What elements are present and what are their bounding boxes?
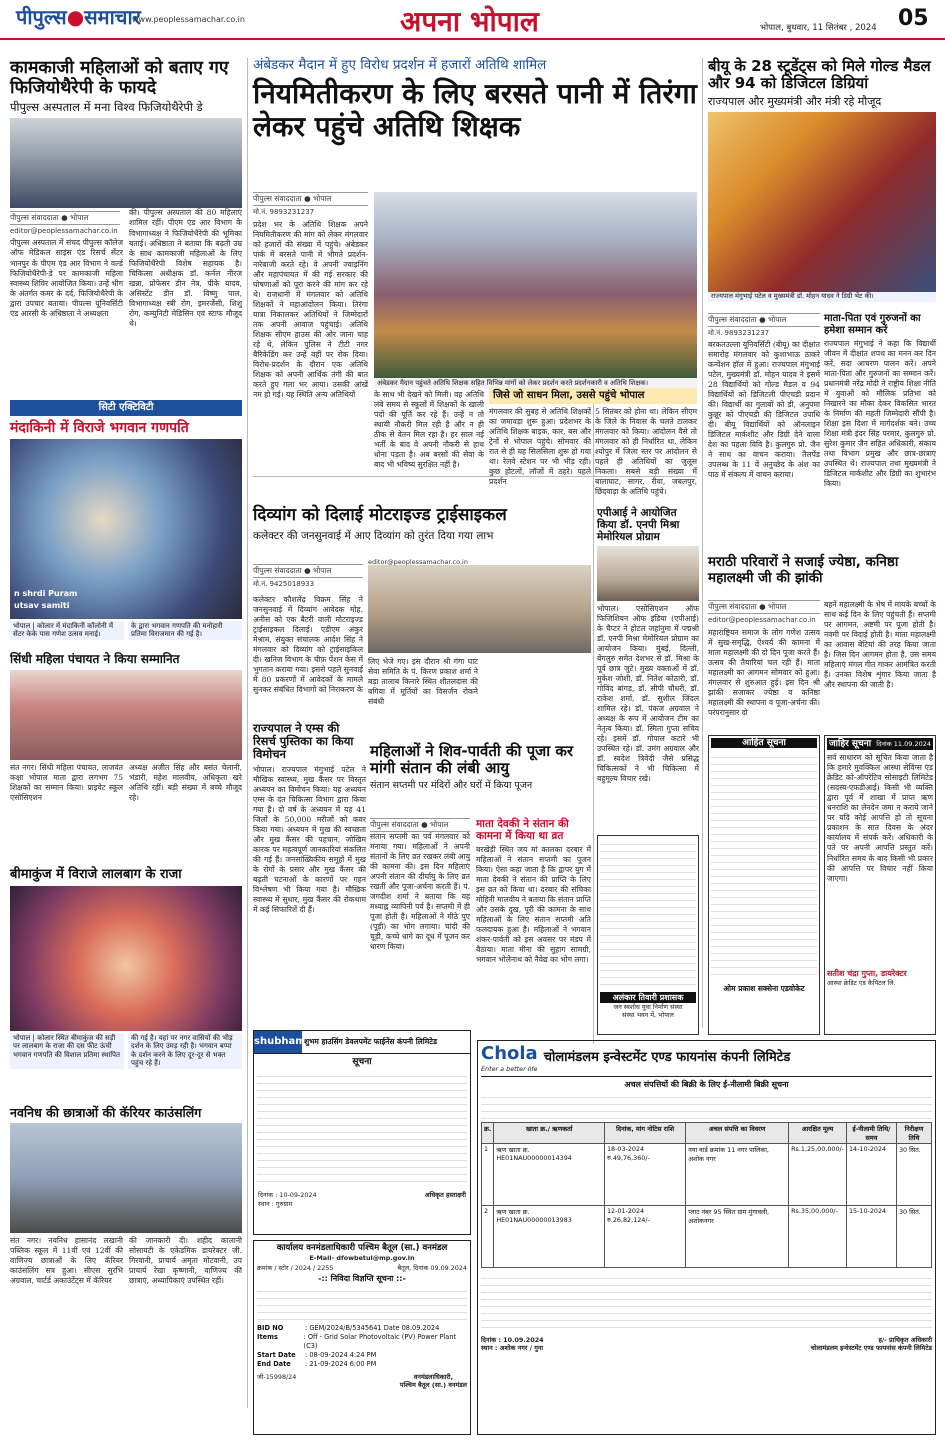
ad-title: चोलामंडलम इन्वेस्टमेंट एण्ड फायनांस कंपनी लिमिटेड [543,1049,791,1065]
table-cell: नया वार्ड क्रमांक 11 नगर पालिका, अशोक नगर [686,1144,789,1206]
notice-signature: सतीश चंद्रा गुप्ता, डायरेक्टर [827,969,907,979]
divyang-col2: लिए भेजे गए। इस दौरान श्री गंगा घाट सेवा समिति के पं. किरण प्रकाश शर्मा ने बड़ा तालाब किनारे स्थित शीतलदास की बगिया में मूर्तियों का विसर्जन रोकने संबंधी [368,657,478,707]
table-cell: 2 [482,1206,494,1268]
ad-signer2: पश्चिम बैतूल (सा.) वनमंडल [399,1380,467,1389]
kicker: अंबेडकर मैदान में हुए विरोध प्रदर्शन में हजारों अतिथि शामिल [253,57,547,73]
column-rule [593,404,594,1044]
lead-byline-block [253,192,368,217]
story-api [597,507,699,794]
ad-signer: अधिकृत हस्ताक्षरी [424,1191,466,1200]
photo-protest [374,192,697,378]
story-mata [476,818,591,1013]
phone: मो.नं. 9893231237 [708,329,770,337]
ad-ref: क्रमांक / स्टोर / 2024 / 2255 [257,1263,334,1272]
story-shiv [370,743,591,791]
ad-notice: सूचना [352,1057,372,1067]
byline: पीपुल्स संवाददाता ● भोपाल [708,600,820,614]
caption: भोपाल | कोलार स्थित बीमाकुंज की सड़ी पर लालबाग के राजा की दस फीट ऊंची भगवान गणपति की विशाल प्रतिमा स्थापित [10,1033,124,1069]
tender-key: Items [257,1333,278,1342]
headline: सिंधी महिला पंचायत ने किया सम्मानित [10,652,180,666]
email: editor@peoplessamachar.co.in [708,616,816,624]
ad-signer: ह/- प्राधिकृत अधिकारी [878,1336,932,1345]
story-physio [10,58,242,348]
ad-signer2: चोलामंडलम इन्वेस्टमेंट एण्ड फायनांस कंपनी लिमिटेड [810,1344,932,1353]
table-header: अचल संपत्ति का विवरण [686,1123,789,1144]
table-cell: 30 सितं. [896,1144,931,1206]
ad-text [481,1272,932,1332]
marathi-byline-block [708,600,820,624]
body-col1: संत नगर। नवनिध हासानंद लखानी पब्लिक स्कूल में 11वीं एवं 12वीं की वाणिज्य छात्राओं के लिए कॅरियर काउंसलिंग सत्र हुआ। सीएस सुरभि अग्रवाल, चार्टर्ड अकाउंटेंट्स में कॅरियर [10,1236,123,1286]
table-cell: 18-03-2024 रु.49,76,360/- [604,1144,685,1206]
shiv-body: संतान सप्तमी का पर्व मंगलवार को मनाया गया। महिलाओं ने अपनी संतानों के लिए व्रत रखकर लंबी आयु की कामना की। इस दिन महिलाएं अपनी संतान की दीर्घायु के लिए व्रत रखतीं और पूजा-अर्चना करती हैं। पं. जगदीश शर्मा ने बताया कि यह मध्याह्न व्यापिनी पर्व है। सप्तमी में ही पूजा होती है। महिलाओं ने मीठे पुए (पूड़ी) का भोग लगाया। चांदी की चूड़ी, कच्चे धागे का दूध में पूजन कर धारण किया। [370,832,470,952]
table-cell: ऋण खाता क्र. HE01NAU00000014394 [494,1144,605,1206]
table-header: क्र. [482,1123,494,1144]
lead-col1: प्रदेश भर के अतिथि शिक्षक अपने नियमितीकरण की मांग को लेकर मंगलवार को हजारों की संख्या में पहुंचे। अंबेडकर पार्क में बरसते पानी में भीगते प्रदर्शन-नारेबाजी करते रहे। वे अपनी ज्वाइनिंग और महापंचायत में की गई सरकार की घोषणाओं को पूरा करने की मांग कर रहे थे। राजधानी में मंगलवार को अतिथि शिक्षकों ने महाआंदोलन किया। तिरंगा यात्रा निकालकर अतिथियों ने जिम्मेदारों तक अपनी आवाज पहुंचाई। अतिथि शिक्षक सीएम हाउस की ओर जाना चाह रहे थे, लेकिन पुलिस ने टीटी नगर बैरिकेडिंग कर उन्हें वहीं पर रोक दिया। विरोध-प्रदर्शन के दौरान एक अतिथि शिक्षक को अपनी आर्थिक तंगी की बात करते हुए गला भर आया। उसकी आंखें नम हो गई। यह स्थिति अन्य अतिथियों [253,220,368,400]
tender-key: Start Date [257,1351,296,1359]
story-bu [708,58,936,302]
story-lead [253,58,697,143]
tender-value: : 21-09-2024 6:00 PM [305,1359,377,1368]
ad-date: दिनांक : 10-09-2024 [258,1191,317,1200]
table-cell: 15-10-2024 [846,1206,896,1268]
story-navnidh [10,1106,242,1316]
byline: पीपुल्स संवाददाता ● भोपाल [10,211,120,225]
headline: नवनिध की छात्राओं की कॅरियर काउंसलिंग [10,1105,202,1120]
subhead: संतान सप्तमी पर मंदिरों और घरों में किया पूजन [370,779,533,791]
website: www.peoplessamachar.co.in [132,15,245,24]
notice-jahir [824,735,936,1035]
ad-text [257,1070,467,1188]
notice-aahit [708,735,820,1035]
body: भोपाल। एसोसिएशन ऑफ फिजिशियन ऑफ इंडिया (एपीआई) के चैप्टर ने होटल जहांनुमा में पद्मश्री डॉ. एनपी मिश्रा मेमोरियल प्रोग्राम का आयोजन किया। मुंबई, दिल्ली, बेंगलुरु समेत देशभर से डॉ. मिश्रा के पूर्व छात्र जुटे। मुख्य वक्ताओं में डॉ. मुकेश जोशी, डॉ. नितेश कोठारी, डॉ. गोविंद बांगड़, डॉ. सीपी चौधरी, डॉ. राकेश शर्मा, डॉ. सुशील जिंदल शामिल रहे। डॉ. पंकज अग्रवाल ने अध्यक्ष के रूप में आयोजन टीम का नेतृत्व किया। डॉ. स्मिता गुप्ता सचिव रहे। इसमें डॉ. गोपाल कटारे भी उपस्थित रहे। डॉ. उमंग अग्रवाल और डॉ. स्वदेश त्रिवेदी जैसे प्रसिद्ध चिकित्सकों ने भी चिकित्सा में बहुमूल्य विचार रखे। [597,604,699,784]
tender-row [257,1333,467,1351]
photo-caption: अंबेडकर मैदान पहुंचते अतिथि शिक्षक सहित विभिन्न मांगों को लेकर प्रदर्शन करते प्रदर्शनकारी व अतिथि शिक्षक। [374,378,697,388]
column-rule [247,58,248,1408]
shubham-logo: shubham [254,1031,302,1053]
notice-body: सर्व साधारण को सूचित किया जाता है कि हमारे मुवक्किल आस्था सेविंग्स एंड क्रेडिट को-ऑपरेटिव सोसाइटी लिमिटेड (सदस्य-एफडीआई) किसी भी व्यक्ति द्वारा पूर्व में शाखा में प्राप्त ऋण धनराशि का लेनदेन जमा न कराये जाने पर यदि कोई आपत्ति हो तो सूचना प्रकाशन के सात दिवस के अंदर कार्यालय में संपर्क करें। अधिकारी के पते पर अपनी आपत्ति प्रस्तुत करें। निर्धारित समय के बाद किसी भी प्रकार की आपत्ति पर विचार नहीं किया जाएगा। [827,753,933,883]
story-lalbaug [10,868,242,1069]
email: editor@peoplessamachar.co.in [10,227,118,236]
body-col1: मंगलवार की सुबह से अतिथि शिक्षकों का जमावड़ा शुरू हुआ। प्रदेशभर के अतिथि शिक्षक बाइक, कार, बस और ट्रेनों से भोपाल पहुंचे। सोमवार की रात से ही यह सिलसिला शुरू हो गया था। रेलवे स्टेशन पर भी भीड़ रही। कुछ होटलों, लॉजों में ठहरे। पहले प्रदर्शन [489,406,591,486]
photo-api [597,546,699,601]
story-ganpati [10,420,242,640]
chola-tagline: Enter a better life [481,1064,538,1073]
headline: माता देवकी ने संतान की कामना में किया था व्रत [476,818,569,843]
tender-row [257,1324,467,1333]
body-col2: की जानकारी दी। शहीद कालानी सोसायटी के एकेडमिक डायरेक्टर जी. गिरवानी, प्राचार्य अमृता मोटवानी, उप प्राचार्य रेखा कृष्णानी, वाणिज्य की छात्राएं, अध्यापिकाएं उपस्थित रहीं। [129,1236,242,1286]
subhead: राज्यपाल और मुख्यमंत्री और मंत्री रहे मौजूद [708,94,882,108]
paper-name: पीपुल्स●समाचार [16,5,141,29]
table-header: आरक्षित मूल्य [789,1123,847,1144]
bu-byline-block [708,313,820,338]
byline: पीपुल्स संवाददाता ● भोपाल [708,313,820,327]
photo-caption: राज्यपाल मंगुभाई पटेल व मुख्यमंत्री डॉ. मोहन यादव ने डिग्री भेंट की। [708,292,936,302]
photo-navnidh [10,1123,242,1233]
table-header: खाता क्र./ ऋणकर्ता [494,1123,605,1144]
notice-sub2: संस्था भवन में, भोपाल [622,1011,674,1020]
phone: मो.नं. 9425018933 [253,580,315,588]
notice-title: जाहिर सूचना [829,739,872,749]
photo-tricycle [368,565,591,653]
photo-text: n shrdi Puram [14,589,78,599]
headline: बीयू के 28 स्टूडेंट्स को मिले गोल्ड मैडल और 94 को डिजिटल डिग्रियां [708,57,931,93]
table-cell: 14-10-2024 [846,1144,896,1206]
notice-signature-sub: आस्था क्रेडिट एंड कैपिटल लि. [827,978,896,987]
body-col1: पीपुल्स अस्पताल में संचद पीपुल्स कॉलेज ऑफ मेडिकल साइंस एंड रिसर्च सेंटर भानपुर के पीएम एंड आर विभाग ने वर्ल्ड फिजियोथैरेपी-डे पर कामकाजी महिला स्वास्थ्य शिविर आयोजित किया। उन्हें भीग के अंतर्गत कमर के दर्द, फिजियोथैरेपी के द्वारा उपचार बताया। पीपल्स यूनिवर्सिटी एंड आरसी के अधिष्ठाता ने अध्यक्षता [10,238,123,318]
byline: पीपुल्स संवाददाता ● भोपाल [253,564,363,578]
photo-ganpati [10,439,242,619]
notice-title: -:: निविदा विज्ञप्ति सूचना ::- [318,1274,406,1284]
table-header: निरीक्षण तिथि [896,1123,931,1144]
ad-date: बैतूल, दिनांक 09.09.2024 [397,1263,467,1272]
headline: राज्यपाल ने एम्स की रिसर्च पुस्तिका का किया विमोचन [253,721,354,762]
notice-text [711,751,817,981]
headline: कामकाजी महिलाओं को बताए गए फिजियोथैरेपी के फायदे [10,58,229,99]
bu-body: बरकतउल्ला यूनिवर्सिटी (बीयू) का दीक्षांत समारोह मंगलवार को कुशाभाऊ ठाकरे कन्वेंशन हॉल में हुआ। राज्यपाल मंगुभाई पटेल, मुख्यमंत्री डॉ. मोहन यादव ने इसमें 28 विद्यार्थियों को गोल्ड मैडल व 94 विद्यार्थियों को डिजिटली पीएचडी प्रदान की। विद्यार्थी का गुलाबों को डी, अनुपमा कुन्नूर को पीएचडी की डिजिटल उपाधि दी। बीयू विद्यार्थियों को ऑनलाइन डिजिटल मार्कशीट और डिग्री देने वाला देश का पहला विवि है। कुलगुरु प्रो. जैन ने साथ का वाचन कराया। तैलपेंड उपलब्ध के 11 वें अनुच्छेद के अंश का पाठ में संकल्प में वाचन कराया। [708,340,820,480]
city-activity-label: सिटी एक्टिविटी [10,400,242,416]
headline: दिव्यांग को दिलाई मोटराइज्ड ट्राईसाइकल [253,505,507,525]
divyang-col1: कलेक्टर कौशलेंद्र विक्रम सिंह ने जनसुनवाई में दिव्यांग आवेदक मोह. अनीस को एक बैटरी वाली मोटराइज्ड ट्राईसाइकल दिलाई। एडीएम अंकुर मेश्राम, संयुक्त संचालक आर्दश सिंह ने मंगलवार को दिव्यांग को ट्राईसाइकिल दी। खनिज विभाग के चीफ़ पेंशन केस में भुगतान कराया गया। इससे पहले सुनवाई में 80 प्रकरणों में आवेदकों के मामले सुनकर संबंधित विभागों को निराकरण के [253,595,363,695]
dateline: भोपाल, बुधवार, 11 सितंबर , 2024 [760,23,877,33]
ad-title: कार्यालय वनमंडलाधिकारी पश्चिम बैतूल (सा.) वनमंडल [276,1243,448,1253]
tender-key: BID NO [257,1324,284,1333]
ad-date: दिनांक : 10.09.2024 [481,1336,544,1345]
photo-lalbaug [10,886,242,1031]
bu-side [824,313,936,549]
headline: माता-पिता एवं गुरुजनों का हमेशा सम्मान करें [824,313,921,336]
table-cell: Rs.35,00,000/- [789,1206,847,1268]
body: बरखेड़ी स्थित जय मां कालका दरबार में महिलाओं ने संतान सप्तमी का पूजन किया। ऐसा कहा जाता है कि द्वापर युग में माता देवकी ने संतान की प्राप्ति के लिए इस व्रत को किया था। दरबार की संचिका मोहिनी मालवीय ने बताया कि संतान प्राप्ति और उसके दुख, पूरी की कामना के साथ महिलाओं के लिए संतान सप्तमी अति फलदायक हुआ है। महिलाओं ने भगवान शंकर-पार्वती को इस अवसर पर मंडप में बैठाया। माता मीना की सुहाग सामग्री, भगवान भोलेनाथ को नैवेद्य का भोग लगा। [476,845,591,965]
marathi-col2: बहनें महालक्ष्मी के भेष में मायके बच्चों के साथ कई दिन के लिए पहुंचती हैं। सप्तमी पर आगमन, अष्टमी पर पूजा होती है। नवमी पर विदाई होती है। माता महालक्ष्मी का आवास बेटियां की तरह किया जाता है। जिस दिन आगमन होता है, उस समय महिलाएं मंगल गीत गाकर आमंत्रित करती हैं। उनका विशेष शृंगार किया जाता है और स्थापना की जाती है। [824,600,936,690]
table-cell: 1 [482,1144,494,1206]
table-header: दिनांक, मांग नोटिस राशि [604,1123,685,1144]
table-row [482,1144,932,1206]
notice-signature: ओम प्रकाश सक्सेना एडवोकेट [723,984,805,994]
table-header: ई-नीलामी तिथि/समय [846,1123,896,1144]
body-col1: संत नगर। सिंधी महिला पंचायत, लाजवंत कक्षा भोपाल माता द्वारा लगभग 75 शिक्षकों का सम्मान किया। प्राइवेट स्कूल एसोसिएशन [10,762,123,802]
caption: भोपाल | कोलार में मंदाकिनी कॉलोनी में सेंटर केके पास गणेश उत्सव मनाई। [10,621,124,640]
tender-row [257,1351,467,1360]
headline: मंदाकिनी में विराजे भगवान गणपति [10,420,189,436]
section-title: अपना भोपाल [400,5,539,38]
ad-tender [253,1240,471,1435]
caption: के द्वारा भगवान गणपति की मनोहारी प्रतिमा विराजमान की गई है। [128,621,242,640]
photo-text: utsav samiti [14,601,70,611]
page-number: 05 [898,6,929,31]
story-divyang [253,506,591,542]
ad-chola [477,1040,936,1435]
tender-key: End Date [257,1359,291,1368]
tender-value: : GEM/2024/B/5345641 Date 08.09.2024 [305,1324,440,1333]
subhead: कलेक्टर की जनसुनवाई में आए दिव्यांग को तुरंत दिया गया लाभ [253,529,494,542]
photo-physio [10,118,242,208]
ad-title: शुभम हाउसिंग डेवलपमेंट फाईनेंस कंपनी लिमिटेड [304,1036,437,1046]
ad-text [257,1285,467,1321]
byline: पीपुल्स संवाददाता ● भोपाल [370,818,470,832]
body: भोपाल। राज्यपाल मंगुभाई पटेल ने मौखिक स्वास्थ्य, मुख कैंसर पर विस्तृत अध्ययन का विमोचन किया। यह अध्ययन एम्स के दंत चिकित्सा विभाग द्वारा किया गया है। दो वर्ष के अध्ययन में यह 41 जिलों के 50,000 मरीजों को कवर किया गया। अध्ययन में मुख की स्वच्छता और मुख कैंसर की पहचान, जोखिम कारक पर महत्वपूर्ण जानकारियां संकलित की गई हैं। जनसांख्यिकीय समूहों में मुख के रोगों के प्रसार और मुख कैंसर की बढ़ती घटनाओं के कारणों पर गहन विश्लेषण भी किया गया है। मौखिक स्वास्थ्य में सुधार, मुख कैंसर की रोकथाम में कई सिफारिशें दी हैं। [253,764,366,914]
marathi-col1: महाराष्ट्रियन समाज के लोग गणेश उत्सव में सुख-समृद्धि, ऐश्वर्य की कामना में माता महालक्ष्मी की दो दिन पूजा करते हैं। उत्सव की तैयारियां चल रही हैं। माता महालक्ष्मी का आगमन सोमवार को हुआ। मंगलवार से शुरुआत हुई। इस दिन श्री झांकी सजाकर ज्येष्ठा व कनिष्ठा महालक्ष्मी की स्थापना व पूजा-अर्चना की। परंपरानुसार दो [708,628,820,718]
phone: मो.नं. 9893231237 [253,208,315,216]
body: राज्यपाल मंगुभाई ने कहा कि विद्यार्थी जीवन में दीक्षांत शपथ का मनन कर दिन करें, सदा आचरण पालन करें। अपने माता-पिता और गुरुजनों का सम्मान करें। प्रधानमंत्री नरेंद्र मोदी ने राष्ट्रीय शिक्षा नीति में युवाओं को मौलिक प्रतिभा को निखारने का मौका देकर विकसित भारत के निर्माण की महती जिम्मेदारी सौंपी है। शिक्षा इस दिशा में मार्गदर्शक बने। उच्च शिक्षा मंत्री इंदर सिंह परमार, कुलगुरु प्रो. सुरेश कुमार जैन सहित अधिकारी, संकाय तथा विभाग प्रमुख और छात्र-छात्राएं उपस्थित थे। राज्यपाल तथा मुख्यमंत्री ने डिजिटल मार्कशीट और डिग्री का शुभारंभ किया। [824,339,936,489]
notice-title: अलंकार तिवारी प्रशासक [600,992,696,1003]
notice-sub: जन स्वशोध युवा निर्माण संस्था [613,1003,683,1012]
body-col2: की। पीपुल्स अस्पताल की 80 महिलाएं शामिल रहीं। पीएम एंड आर विभाग के विभागाध्यक्ष ने फिजियोथैरेपी की भूमिका बताई। अधिष्ठाता ने बताया कि बढ़ती उम्र के साथ कामकाजी महिलाओं के लिए फिजियोथैरेपी विशेष सहायक है। चिकित्सा अधीक्षक डॉ. कर्नल नीरज खन्ना, प्रोफेसर डीन नेत्र, पीके यादव, असिस्टेंट डीन डॉ. विष्णु पाल, विभागाध्यक्ष स्त्री रोग, इमरजेंसी, शिशु रोग, कम्युनिटी मेडिसिन एवं स्टाफ मौजूद थे। [129,208,242,328]
ad-signer: वनमंडलाधिकारी, [413,1372,454,1381]
chola-table [481,1122,932,1268]
email: editor@peoplessamachar.co.in [368,558,468,566]
ad-ro: जी-15998/24 [257,1372,297,1381]
lead-col2: के साथ भी देखने को मिली। वह अतिथि लंबे समय से स्कूलों में शिक्षकों के खाली पदों की पूर्ति कर रहे हैं। उन्हें न तो स्थायी नौकरी मिल रही है और न ही ठीक से वेतन मिल रहा है। हर साल नई भर्ती के बाद वे अपनी नौकरी से हाथ धोना पड़ता है। अब बरसों की सेवा के बाद भी भविष्य सुरक्षित नहीं है। [374,390,484,470]
headline: एपीआई ने आयोजित किया डॉ. एनपी मिश्रा मेमोरियल प्रोग्राम [597,507,680,544]
tender-value: : Off - Grid Solar Photovoltaic (PV) Power Plant (C3) [303,1333,457,1351]
chola-logo: Chola [481,1043,538,1064]
tender-row [257,1360,467,1369]
divyang-byline-block [253,564,363,589]
masthead [0,0,945,40]
ad-place: स्थान : गुरुग्राम [258,1199,293,1208]
photo-bu [708,112,936,292]
table-cell: प्लाट नंबर 95 स्थित ग्राम मुंगावली, अशोकनगर [686,1206,789,1268]
notice-text [600,838,696,988]
column-rule [702,58,703,1028]
tender-details [257,1324,467,1368]
photo-sindhi [10,670,242,760]
subhead: पीपुल्स अस्पताल में मना विश्व फिजियोथैरेपी डे [10,100,203,115]
ad-email: E-Mail- dfowbetul@mp.gov.in [309,1253,415,1262]
ad-place: स्थान : अशोक नगर / गुना [481,1344,544,1353]
section-title: अचल संपत्तियों की बिक्री के लिए ई-नीलामी बिक्री सूचना [624,1079,789,1089]
caption: की गई है। यहां पर नगर वासियों की भीड़ दर्शन के लिए उमड़ रही है। भगवान बप्पा के दर्शन करने के लिए दूर-दूर से भक्त पहुंच रहे हैं। [128,1033,242,1069]
body-col2: अध्यक्ष अजीत सिंह और बसंत चेलानी, भंडारी, महेश मालवीय, अधिकृता खरे अतिथि रहीं। बड़ी संख्या में बच्चे मौजूद रहे। [129,762,242,802]
table-cell: ऋण खाता क्र. HE01NAU00000013983 [494,1206,605,1268]
headline: नियमितीकरण के लिए बरसते पानी में तिरंगा लेकर पहुंचे अतिथि शिक्षक [253,76,697,143]
section-rule [253,476,697,477]
table-row [482,1206,932,1268]
table-cell: 30 सितं. [896,1206,931,1268]
tender-value: : 08-09-2024 4:24 PM [305,1351,377,1359]
story-sindhi [10,653,242,815]
ad-shubham [253,1030,471,1235]
story-research [253,722,366,945]
body-col2: 5 सितंबर को होना था। लेकिन सीएम के जिले के निवास के चलते टालकर मंगलवार को किया। आंदोलन वैसे तो मंगलवार को ही निर्धारित था, लेकिन श्योपुर में जिला स्तर पर आंदोलन से पहले ही अतिथियों का जुलूस निकला। सबसे बड़ी संख्या में बालाघाट, सागर, रीवा, जबलपुर, छिंदवाड़ा के अतिथि पहुंचे। [595,406,697,496]
side-story [489,388,697,496]
table-cell: 12-01-2024 रु.26,82,124/- [604,1206,685,1268]
story-marathi [708,555,936,586]
headline: बीमाकुंज में विराजे लालबाग के राजा [10,867,182,882]
headline: महिलाओं ने शिव-पार्वती की पूजा कर मांगी संतान की लंबी आयु [370,742,574,778]
ad-text [481,1091,932,1119]
notice-alankar [597,835,699,1035]
headline: मराठी परिवारों ने सजाई ज्येष्ठा, कनिष्ठा महालक्ष्मी जी की झांकी [708,554,899,586]
notice-date: दिनांक 11.09.2024 [876,740,931,748]
table-cell: Rs.1,25,00,000/- [789,1144,847,1206]
notice-title: आहित सूचना [711,738,817,748]
byline: पीपुल्स संवाददाता ● भोपाल [253,192,368,206]
headline: जिसे जो साधन मिला, उससे पहुंचे भोपाल [489,388,697,404]
